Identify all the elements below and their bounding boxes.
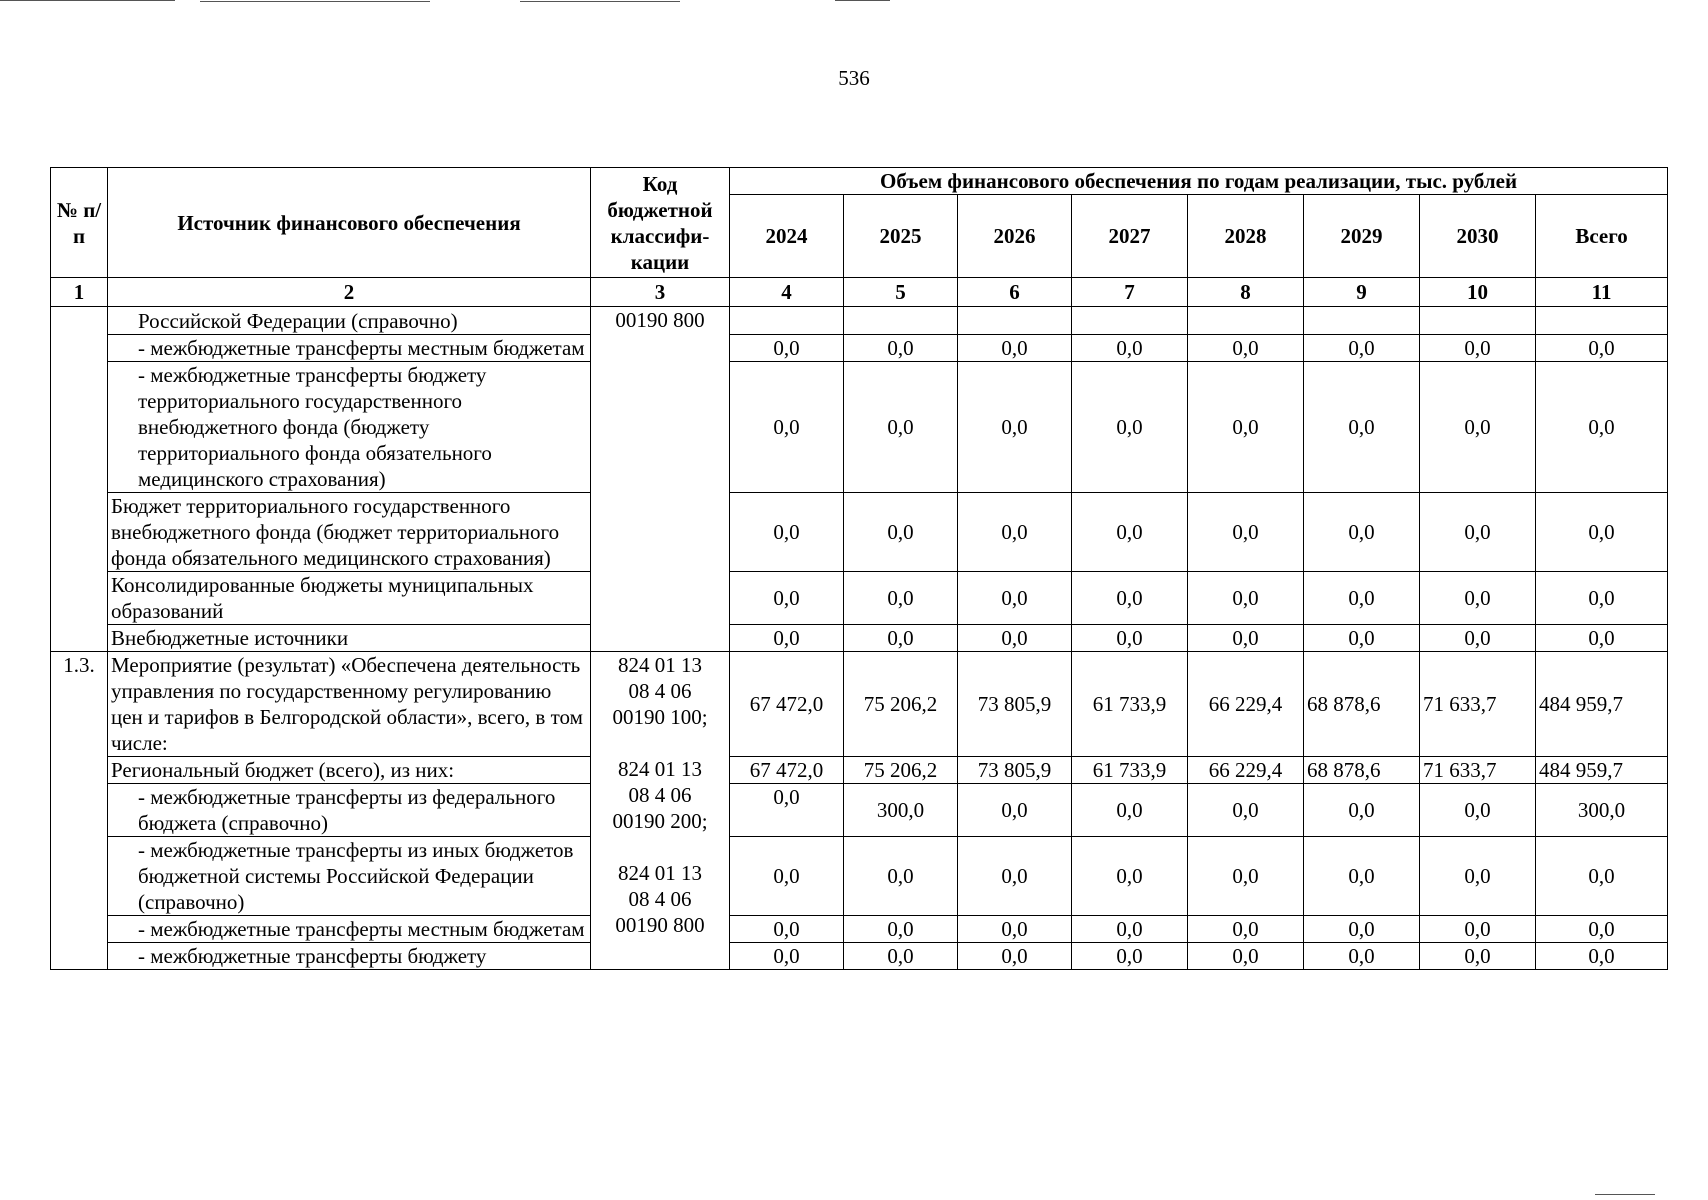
column-number: 11 [1536,278,1668,307]
table-row [51,916,1668,943]
value-cell: 0,0 [1072,362,1188,493]
value-cell [1536,307,1668,335]
value-cell: 0,0 [730,572,844,625]
value-cell: 0,0 [730,837,844,916]
column-number: 3 [591,278,730,307]
row-source: Российской Федерации (справочно) [108,307,591,335]
budget-code-line: 08 4 06 [628,783,692,807]
value-cell: 0,0 [1304,916,1420,943]
header-year: 2027 [1072,195,1188,278]
value-cell: 300,0 [844,784,958,837]
column-numbers-row [51,278,1668,307]
value-cell: 0,0 [1072,837,1188,916]
budget-code-line: 00190 800 [615,913,705,937]
value-cell: 0,0 [1420,943,1536,970]
value-cell: 0,0 [1536,837,1668,916]
column-number: 5 [844,278,958,307]
value-cell: 0,0 [730,362,844,493]
table-row [51,335,1668,362]
value-cell: 68 878,6 [1304,757,1420,784]
value-cell: 0,0 [958,784,1072,837]
budget-code-line: 824 01 13 [618,653,702,677]
value-cell: 0,0 [1536,335,1668,362]
header-year: 2025 [844,195,958,278]
value-cell: 0,0 [958,362,1072,493]
value-cell: 484 959,7 [1536,652,1668,757]
page-number: 536 [838,66,870,90]
row-index [51,307,108,652]
table-row [51,943,1668,970]
header-source: Источник финансового обеспечения [108,168,591,278]
value-cell: 0,0 [958,493,1072,572]
value-cell [1188,307,1304,335]
value-cell: 68 878,6 [1304,652,1420,757]
row-source: - межбюджетные трансферты местным бюджетам [108,335,591,362]
value-cell: 0,0 [730,493,844,572]
column-number: 1 [51,278,108,307]
value-cell: 0,0 [1304,943,1420,970]
value-cell [844,307,958,335]
value-cell: 0,0 [844,943,958,970]
value-cell: 0,0 [1072,572,1188,625]
column-number: 9 [1304,278,1420,307]
value-cell: 0,0 [844,572,958,625]
header-year: 2024 [730,195,844,278]
value-cell: 0,0 [1536,943,1668,970]
budget-code [591,652,730,970]
value-cell: 66 229,4 [1188,757,1304,784]
table-row [51,572,1668,625]
value-cell: 0,0 [1188,572,1304,625]
value-cell: 0,0 [1188,916,1304,943]
value-cell: 66 229,4 [1188,652,1304,757]
value-cell [1072,307,1188,335]
header-row-top [51,168,1668,195]
value-cell: 0,0 [1536,572,1668,625]
header-code: Код бюджетной классифи-кации [591,168,730,278]
value-cell: 0,0 [1304,335,1420,362]
value-cell: 0,0 [1420,493,1536,572]
value-cell [1420,307,1536,335]
row-source: - межбюджетные трансферты из иных бюджетов бюджетной системы Российской Федерации (справочно) [108,837,591,916]
column-number: 6 [958,278,1072,307]
column-number: 4 [730,278,844,307]
value-cell: 0,0 [1188,625,1304,652]
value-cell: 67 472,0 [730,757,844,784]
value-cell [730,307,844,335]
header-number: № п/п [51,168,108,278]
row-source: - межбюджетные трансферты местным бюджетам [108,916,591,943]
budget-code: 00190 800 [591,307,730,652]
value-cell: 0,0 [1420,837,1536,916]
header-year: 2026 [958,195,1072,278]
value-cell: 71 633,7 [1420,757,1536,784]
scan-artifact-line [200,1,430,2]
value-cell: 0,0 [1072,916,1188,943]
value-cell: 0,0 [844,493,958,572]
scan-artifact-line [1595,1194,1655,1195]
value-cell: 0,0 [1304,493,1420,572]
budget-code-line [594,834,726,860]
value-cell: 0,0 [844,362,958,493]
table-row [51,307,1668,335]
table-row [51,652,1668,757]
budget-code-line: 00190 100; [612,705,708,729]
value-cell: 0,0 [1536,362,1668,493]
value-cell: 0,0 [844,916,958,943]
value-cell: 0,0 [730,625,844,652]
value-cell: 0,0 [1072,335,1188,362]
value-cell: 0,0 [1072,943,1188,970]
value-cell: 0,0 [1188,943,1304,970]
table-row [51,625,1668,652]
value-cell: 0,0 [958,943,1072,970]
column-number: 2 [108,278,591,307]
value-cell: 0,0 [958,837,1072,916]
budget-code-line: 08 4 06 [628,887,692,911]
header-year: 2029 [1304,195,1420,278]
value-cell: 0,0 [730,335,844,362]
value-cell: 0,0 [1536,625,1668,652]
header-year: 2030 [1420,195,1536,278]
value-cell: 300,0 [1536,784,1668,837]
value-cell: 0,0 [730,943,844,970]
table-row [51,757,1668,784]
value-cell: 0,0 [1304,362,1420,493]
value-cell: 0,0 [1420,916,1536,943]
value-cell: 0,0 [730,916,844,943]
row-source: Консолидированные бюджеты муниципальных образований [108,572,591,625]
header-volume: Объем финансового обеспечения по годам реализации, тыс. рублей [730,168,1668,195]
table-row [51,784,1668,837]
value-cell: 0,0 [1188,362,1304,493]
header-total: Всего [1536,195,1668,278]
value-cell: 0,0 [1420,572,1536,625]
value-cell: 0,0 [1304,784,1420,837]
value-cell: 0,0 [958,335,1072,362]
row-source: Мероприятие (результат) «Обеспечена деятельность управления по государственному регулированию цен и тарифов в Белгородской области», всего, в том числе: [108,652,591,757]
row-source: - межбюджетные трансферты бюджету [108,943,591,970]
table-row [51,362,1668,493]
value-cell: 0,0 [1188,335,1304,362]
value-cell: 71 633,7 [1420,652,1536,757]
value-cell: 75 206,2 [844,652,958,757]
table-row [51,493,1668,572]
row-source: - межбюджетные трансферты из федерального бюджета (справочно) [108,784,591,837]
value-cell [958,307,1072,335]
value-cell: 484 959,7 [1536,757,1668,784]
value-cell: 0,0 [1420,625,1536,652]
value-cell: 61 733,9 [1072,757,1188,784]
value-cell: 0,0 [958,625,1072,652]
column-number: 8 [1188,278,1304,307]
value-cell: 67 472,0 [730,652,844,757]
value-cell: 0,0 [958,572,1072,625]
row-source: Бюджет территориального государственного внебюджетного фонда (бюджет территориального фонда обязательного медицинского страхования) [108,493,591,572]
value-cell: 0,0 [1420,362,1536,493]
value-cell: 73 805,9 [958,652,1072,757]
row-source: - межбюджетные трансферты бюджету территориального государственного внебюджетного фонда (бюджету территориального фонда обязательного медицинского страхования) [108,362,591,493]
value-cell: 0,0 [844,335,958,362]
value-cell: 0,0 [1072,784,1188,837]
budget-code-line: 00190 200; [612,809,708,833]
scan-artifact-line [0,0,175,1]
value-cell: 0,0 [1304,837,1420,916]
value-cell: 75 206,2 [844,757,958,784]
value-cell: 0,0 [1536,493,1668,572]
value-cell: 61 733,9 [1072,652,1188,757]
value-cell: 0,0 [1188,784,1304,837]
value-cell: 0,0 [1072,493,1188,572]
value-cell: 0,0 [1188,493,1304,572]
value-cell: 0,0 [958,916,1072,943]
financing-table [50,167,1668,970]
budget-code-line: 824 01 13 [618,757,702,781]
budget-code-line [594,730,726,756]
scan-artifact-line [835,0,890,1]
value-cell: 0,0 [1072,625,1188,652]
value-cell: 0,0 [844,837,958,916]
value-cell [1304,307,1420,335]
value-cell: 0,0 [730,784,844,837]
row-source: Внебюджетные источники [108,625,591,652]
column-number: 10 [1420,278,1536,307]
value-cell: 0,0 [1304,572,1420,625]
value-cell: 0,0 [844,625,958,652]
row-source: Региональный бюджет (всего), из них: [108,757,591,784]
table-row [51,837,1668,916]
budget-code-line: 08 4 06 [628,679,692,703]
value-cell: 0,0 [1304,625,1420,652]
value-cell: 0,0 [1420,335,1536,362]
row-index: 1.3. [51,652,108,970]
column-number: 7 [1072,278,1188,307]
value-cell: 0,0 [1188,837,1304,916]
value-cell: 0,0 [1536,916,1668,943]
scan-artifact-line [520,1,680,2]
value-cell: 0,0 [1420,784,1536,837]
budget-code-line: 824 01 13 [618,861,702,885]
value-cell: 73 805,9 [958,757,1072,784]
header-year: 2028 [1188,195,1304,278]
